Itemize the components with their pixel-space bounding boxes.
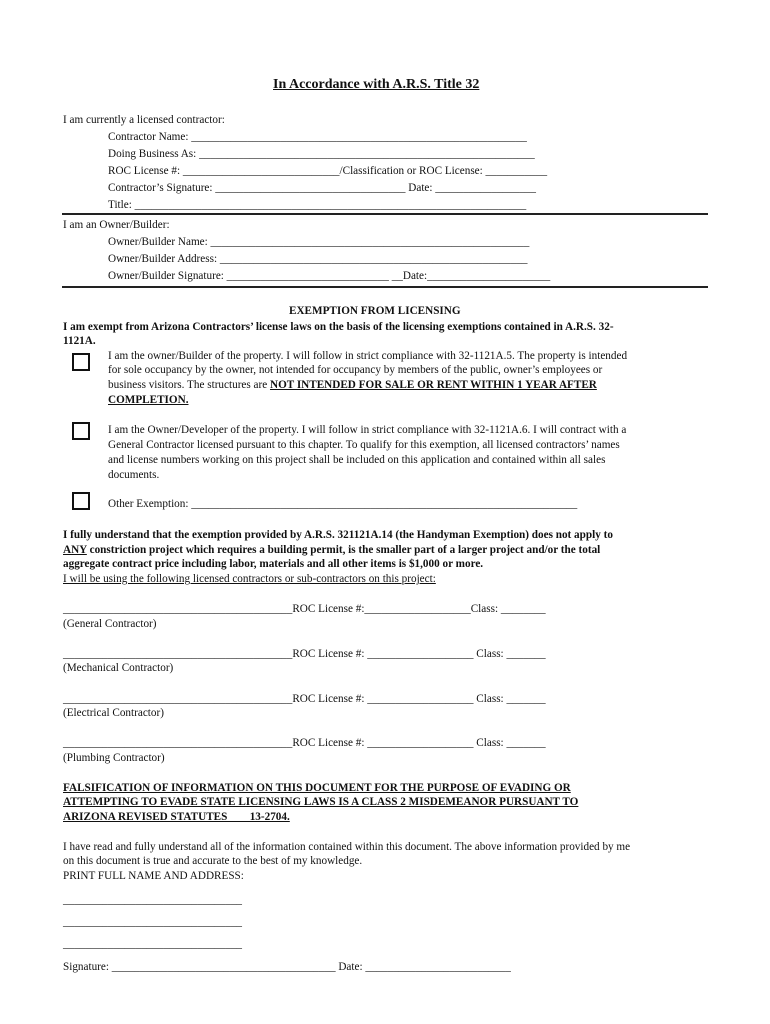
contractor-signature-field[interactable]: Contractor’s Signature: __________________________________ Date: __________________ (108, 182, 536, 194)
option1-text: COMPLETION. (108, 394, 189, 406)
general-contractor-label: (General Contractor) (63, 618, 157, 630)
exemption-intro-cont: 1121A. (63, 335, 96, 347)
electrical-contractor-label: (Electrical Contractor) (63, 707, 164, 719)
section-divider (62, 213, 708, 215)
final-signature-field[interactable]: Signature: ________________________________________ Date: __________________________ (63, 961, 511, 973)
exemption-intro: I am exempt from Arizona Contractors’ license laws on the basis of the licensing exemptions contained in A.R.S. 32- (63, 321, 614, 333)
contractor-heading: I am currently a licensed contractor: (63, 114, 225, 126)
plumbing-contractor-label: (Plumbing Contractor) (63, 752, 165, 764)
owner-developer-checkbox[interactable] (72, 422, 90, 440)
other-exemption-checkbox[interactable] (72, 492, 90, 510)
electrical-contractor-field[interactable]: _________________________________________ROC License #: ___________________ Class: _______ (63, 693, 546, 705)
plumbing-contractor-field[interactable]: _________________________________________ROC License #: ___________________ Class: _______ (63, 737, 546, 749)
option1-text: for sole occupancy by the owner, not intended for occupancy by members of the public, owner’s employees or (108, 364, 603, 376)
option1-text: business visitors. The structures are NOT INTENDED FOR SALE OR RENT WITHIN 1 YEAR AFTER (108, 379, 597, 391)
doing-business-as-field[interactable]: Doing Business As: ____________________________________________________________ (108, 148, 535, 160)
option2-text: I am the Owner/Developer of the property. I will follow in strict compliance with 32-1121A.6. I will contract with a (108, 424, 627, 436)
acknowledgement-text: on this document is true and accurate to the best of my knowledge. (63, 855, 363, 867)
falsification-warning: ARIZONA REVISED STATUTES 13-2704. (63, 811, 290, 823)
general-contractor-field[interactable]: _________________________________________ROC License #:___________________Class: ________ (63, 603, 546, 615)
handyman-statement: aggregate contract price including labor, materials and all other items is $1,000 or more. (63, 558, 484, 570)
page-title: In Accordance with A.R.S. Title 32 (273, 77, 480, 92)
falsification-warning: FALSIFICATION OF INFORMATION ON THIS DOCUMENT FOR THE PURPOSE OF EVADING OR (63, 782, 571, 794)
acknowledgement-text: I have read and fully understand all of the information contained within this document. The above information provided by me (63, 841, 631, 853)
option1-text: I am the owner/Builder of the property. I will follow in strict compliance with 32-1121A.5. The property is intended (108, 350, 628, 362)
owner-builder-checkbox[interactable] (72, 353, 90, 371)
owner-address-field[interactable]: Owner/Builder Address: _______________________________________________________ (108, 253, 528, 265)
mechanical-contractor-label: (Mechanical Contractor) (63, 662, 174, 674)
owner-name-field[interactable]: Owner/Builder Name: _________________________________________________________ (108, 236, 530, 248)
contractor-name-field[interactable]: Contractor Name: ____________________________________________________________ (108, 131, 527, 143)
section-divider (62, 286, 708, 288)
option2-text: General Contractor licensed pursuant to this chapter. To qualify for this exemption, all licensed contractors’ names (108, 439, 620, 451)
subcontractor-intro: I will be using the following licensed contractors or sub-contractors on this project: (63, 573, 436, 585)
owner-signature-field[interactable]: Owner/Builder Signature: _____________________________ __Date:______________________ (108, 270, 551, 282)
falsification-warning: ATTEMPTING TO EVADE STATE LICENSING LAWS IS A CLASS 2 MISDEMEANOR PURSUANT TO (63, 796, 579, 808)
mechanical-contractor-field[interactable]: _________________________________________ROC License #: ___________________ Class: _______ (63, 648, 546, 660)
other-exemption-field[interactable]: Other Exemption: _____________________________________________________________________ (108, 498, 578, 510)
owner-heading: I am an Owner/Builder: (63, 219, 170, 231)
name-address-line[interactable]: ________________________________ (63, 894, 242, 906)
print-name-label: PRINT FULL NAME AND ADDRESS: (63, 870, 244, 882)
handyman-statement: I fully understand that the exemption provided by A.R.S. 321121A.14 (the Handyman Exemption) does not apply to (63, 529, 613, 541)
exemption-heading: EXEMPTION FROM LICENSING (289, 305, 461, 317)
contractor-title-field[interactable]: Title: ______________________________________________________________________ (108, 199, 527, 211)
option2-text: documents. (108, 469, 160, 481)
handyman-statement: ANY constriction project which requires a building permit, is the smaller part of a larger project and/or the total (63, 544, 601, 556)
option2-text: and license numbers working on this project shall be included on this application and contained within all sales (108, 454, 606, 466)
roc-license-field[interactable]: ROC License #: ____________________________/Classification or ROC License: ___________ (108, 165, 548, 177)
name-address-line[interactable]: ________________________________ (63, 938, 242, 950)
name-address-line[interactable]: ________________________________ (63, 916, 242, 928)
